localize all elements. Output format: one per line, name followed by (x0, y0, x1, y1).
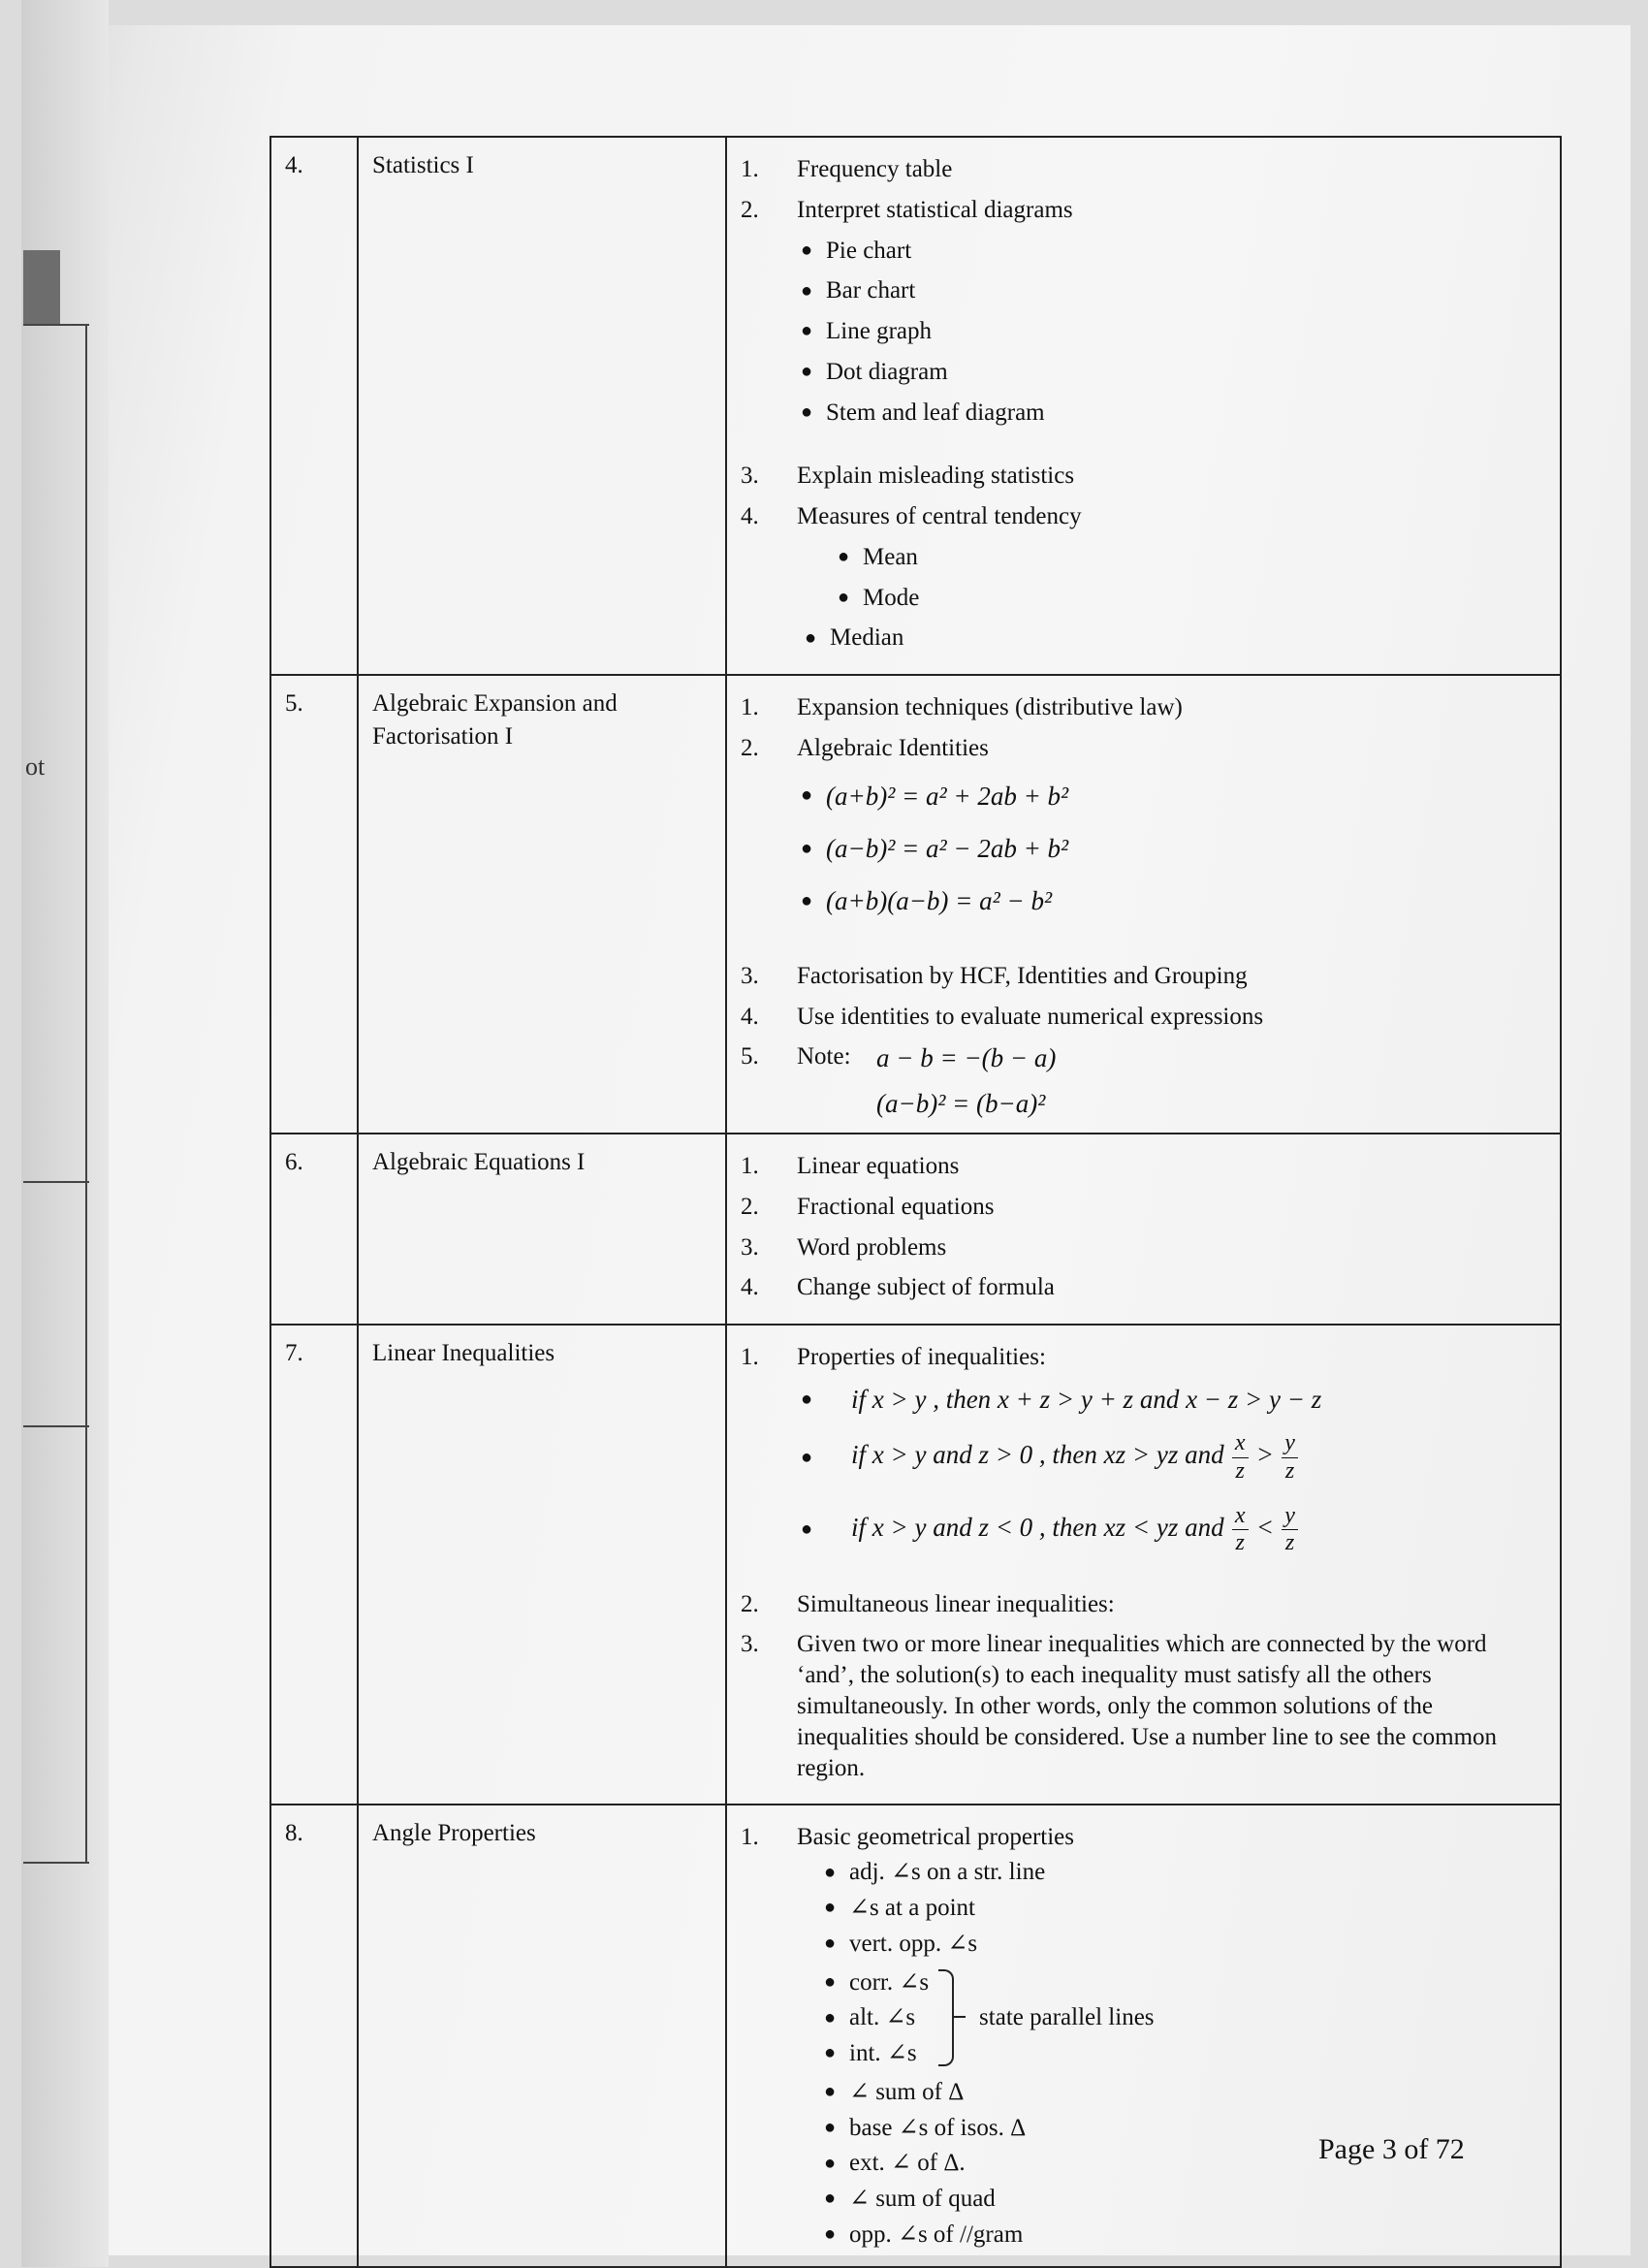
fraction-denominator: z (1235, 1530, 1245, 1556)
bullet-icon: ● (800, 1446, 813, 1468)
bullet-text: ext. ∠ of Δ. (849, 2150, 966, 2177)
inequality-property (826, 1430, 1546, 1485)
bullet-icon: ● (800, 837, 813, 859)
bullet-icon: ● (800, 1388, 813, 1410)
brace-icon (938, 1969, 954, 2066)
item-number: 1. (741, 1344, 759, 1371)
bullet-icon: ● (823, 2006, 837, 2028)
identity-formula: (a−b)² = a² − 2ab + b² (826, 833, 1069, 863)
bullet-text: base ∠s of isos. Δ (849, 2114, 1027, 2141)
bleed-through-line (23, 1181, 89, 1183)
row-number: 5. (270, 675, 358, 1134)
list-item (741, 500, 1546, 533)
item-number: 1. (741, 1823, 759, 1850)
table-row (270, 137, 1561, 675)
item-number: 3. (741, 962, 759, 989)
bullet-item (741, 2001, 929, 2034)
fraction (1232, 1503, 1249, 1557)
bullet-text: Dot diagram (826, 358, 948, 385)
bleed-through-text: ot (25, 752, 46, 781)
bullet-item (741, 2076, 1546, 2109)
bleed-through-line (23, 324, 89, 326)
note-formula: (a−b)² = (b−a)² (876, 1088, 1046, 1118)
fraction-numerator: x (1232, 1430, 1249, 1458)
item-text: Interpret statistical diagrams (797, 196, 1073, 223)
bullet-item (741, 315, 1546, 348)
bullet-icon: ● (800, 1518, 813, 1541)
bullet-icon: ● (823, 2223, 837, 2246)
fraction (1232, 1430, 1249, 1485)
bullet-item (741, 541, 1546, 574)
fraction-denominator: z (1284, 1457, 1295, 1484)
list-item (741, 153, 1546, 186)
bullet-icon: ● (823, 1897, 837, 1919)
bullet-item (741, 2037, 929, 2070)
item-number: 2. (741, 1590, 759, 1617)
row-topic: Statistics I (358, 137, 726, 675)
relation-symbol: > (1255, 1440, 1274, 1470)
bullet-icon: ● (800, 279, 813, 302)
item-text: Use identities to evaluate numerical expressions (797, 1003, 1264, 1030)
item-text: Word problems (797, 1233, 947, 1261)
note-formula: a − b = −(b − a) (876, 1043, 1057, 1073)
list-item (741, 1040, 1546, 1075)
list-item (741, 194, 1546, 227)
bullet-item (741, 1382, 1546, 1417)
note-line (797, 1040, 1546, 1075)
bullet-icon: ● (800, 400, 813, 423)
item-text: Measures of central tendency (797, 503, 1082, 529)
row-content (726, 1805, 1561, 2267)
row-content (726, 675, 1561, 1134)
fraction-numerator: y (1282, 1430, 1298, 1458)
list-item (741, 1191, 1546, 1224)
item-number: 5. (741, 1043, 759, 1070)
table-row (270, 675, 1561, 1134)
spacer (741, 927, 1546, 956)
item-number: 3. (741, 1233, 759, 1261)
bullet-icon: ● (823, 1861, 837, 1883)
identity-formula: (a+b)(a−b) = a² − b² (826, 886, 1053, 916)
bullet-text: ∠s at a point (849, 1895, 975, 1921)
row-number: 8. (270, 1805, 358, 2267)
item-text: Linear equations (797, 1153, 960, 1180)
bullet-text: opp. ∠s of //gram (849, 2220, 1024, 2248)
bullet-text: Median (830, 624, 904, 652)
bullet-item (741, 1430, 1546, 1485)
list-item (741, 960, 1546, 993)
page-number: Page 3 of 72 (1318, 2133, 1465, 2165)
row-topic: Algebraic Equations I (358, 1134, 726, 1325)
bullet-item (741, 2183, 1546, 2216)
list-item (741, 1001, 1546, 1034)
spacer (741, 1565, 1546, 1584)
fraction-denominator: z (1284, 1530, 1295, 1556)
table-row (270, 1134, 1561, 1325)
item-text: Simultaneous linear inequalities: (797, 1590, 1115, 1617)
bullet-text: Pie chart (826, 237, 912, 264)
bullet-text: ∠ sum of quad (849, 2186, 996, 2212)
bullet-text: Bar chart (826, 277, 916, 304)
bullet-icon: ● (823, 2116, 837, 2138)
bullet-item (741, 235, 1546, 268)
item-text: Fractional equations (797, 1193, 995, 1220)
bullet-item (741, 779, 1546, 814)
bullet-item (741, 1966, 929, 1999)
list-item (741, 691, 1546, 724)
fraction (1282, 1503, 1298, 1557)
list-item (741, 1341, 1546, 1374)
bullet-icon: ● (800, 239, 813, 261)
bullet-item (741, 1928, 1546, 1961)
table-row (270, 1805, 1561, 2267)
item-text: Given two or more linear inequalities which are connected by the word ‘and’, the solution(s) to each inequality must satisfy all the others simultaneously. In other words, only the common solutions of the inequalities should be considered. Use a number line to see the common region. (797, 1630, 1498, 1781)
item-number: 1. (741, 156, 759, 182)
item-text: Factorisation by HCF, Identities and Grouping (797, 962, 1248, 989)
list-item (741, 1629, 1546, 1784)
item-number: 1. (741, 694, 759, 720)
parallel-lines-items (741, 1964, 929, 2073)
bullet-item (741, 274, 1546, 307)
row-content (726, 137, 1561, 675)
bullet-icon: ● (800, 890, 813, 912)
list-item (741, 732, 1546, 765)
bullet-icon: ● (804, 626, 817, 649)
bullet-item (741, 356, 1546, 389)
fraction-numerator: x (1232, 1503, 1249, 1531)
bullet-text: ∠ sum of Δ (849, 2078, 965, 2105)
property-text: if x > y and z < 0 , then xz < yz and (851, 1512, 1224, 1542)
table-row (270, 1325, 1561, 1804)
row-topic: Algebraic Expansion and Factorisation I (358, 675, 726, 1134)
item-number: 4. (741, 503, 759, 529)
bullet-text: corr. ∠s (849, 1968, 930, 1996)
bullet-text: Mode (863, 584, 920, 611)
row-content (726, 1325, 1561, 1804)
item-number: 3. (741, 1630, 759, 1657)
inequality-property (826, 1503, 1546, 1557)
bullet-item (741, 397, 1546, 430)
item-text: Properties of inequalities: (797, 1344, 1046, 1371)
list-item (741, 1821, 1546, 1854)
bullet-icon: ● (837, 586, 850, 608)
bullet-text: int. ∠s (849, 2040, 917, 2066)
bullet-icon: ● (823, 2152, 837, 2174)
row-number: 7. (270, 1325, 358, 1804)
parallel-lines-group (741, 1964, 1546, 2073)
bullet-icon: ● (823, 2042, 837, 2064)
list-item (741, 1150, 1546, 1183)
item-number: 4. (741, 1003, 759, 1030)
item-text: Expansion techniques (distributive law) (797, 694, 1183, 720)
bullet-text: vert. opp. ∠s (849, 1930, 978, 1957)
note-label: Note: (797, 1043, 851, 1070)
item-text: Explain misleading statistics (797, 463, 1075, 490)
bleed-through-line (23, 1862, 89, 1864)
fraction-numerator: y (1282, 1503, 1298, 1531)
bullet-item (741, 1503, 1546, 1557)
bullet-icon: ● (823, 1933, 837, 1955)
bullet-text: Mean (863, 543, 918, 570)
item-text: Algebraic Identities (797, 734, 989, 761)
bullet-item (741, 1892, 1546, 1925)
item-number: 3. (741, 463, 759, 490)
property-text: if x > y and z > 0 , then xz > yz and (851, 1440, 1224, 1470)
list-item (741, 1588, 1546, 1621)
bleed-through-vertical (85, 324, 87, 1864)
spacer (741, 436, 1546, 456)
item-number: 2. (741, 196, 759, 223)
item-text: Basic geometrical properties (797, 1823, 1074, 1850)
bullet-text: Line graph (826, 318, 932, 344)
fraction-denominator: z (1235, 1457, 1245, 1484)
bullet-icon: ● (837, 546, 850, 568)
item-text: Frequency table (797, 156, 953, 182)
bleed-through-block (23, 250, 60, 324)
row-topic: Linear Inequalities (358, 1325, 726, 1804)
bullet-item (741, 622, 1546, 655)
bullet-icon: ● (823, 1970, 837, 1993)
bullet-item (741, 883, 1546, 918)
bullet-text: alt. ∠s (849, 2004, 916, 2031)
item-text: Change subject of formula (797, 1274, 1055, 1301)
bullet-text: Stem and leaf diagram (826, 399, 1045, 426)
bullet-icon: ● (823, 2081, 837, 2103)
bullet-item (741, 1856, 1546, 1889)
bleed-through-line (23, 1425, 89, 1427)
item-number: 4. (741, 1274, 759, 1301)
binding-shadow (21, 0, 109, 2267)
item-number: 1. (741, 1153, 759, 1180)
row-content (726, 1134, 1561, 1325)
syllabus-table (269, 136, 1562, 2268)
fraction (1282, 1430, 1298, 1485)
inequality-property: if x > y , then x + z > y + z and x − z > y − z (851, 1384, 1322, 1414)
identity-formula: (a+b)² = a² + 2ab + b² (826, 781, 1069, 811)
list-item (741, 1231, 1546, 1264)
bullet-icon: ● (800, 784, 813, 807)
brace-label: state parallel lines (979, 2004, 1155, 2031)
bullet-text: adj. ∠s on a str. line (849, 1859, 1046, 1886)
bullet-icon: ● (800, 361, 813, 383)
item-number: 2. (741, 1193, 759, 1220)
row-topic: Angle Properties (358, 1805, 726, 2267)
bullet-item (741, 831, 1546, 866)
list-item (741, 460, 1546, 493)
bullet-icon: ● (823, 2188, 837, 2210)
row-number: 4. (270, 137, 358, 675)
relation-symbol: < (1255, 1512, 1274, 1542)
row-number: 6. (270, 1134, 358, 1325)
bullet-item (741, 2219, 1546, 2252)
item-number: 2. (741, 734, 759, 761)
bullet-icon: ● (800, 320, 813, 342)
bullet-item (741, 582, 1546, 615)
list-item (741, 1271, 1546, 1304)
